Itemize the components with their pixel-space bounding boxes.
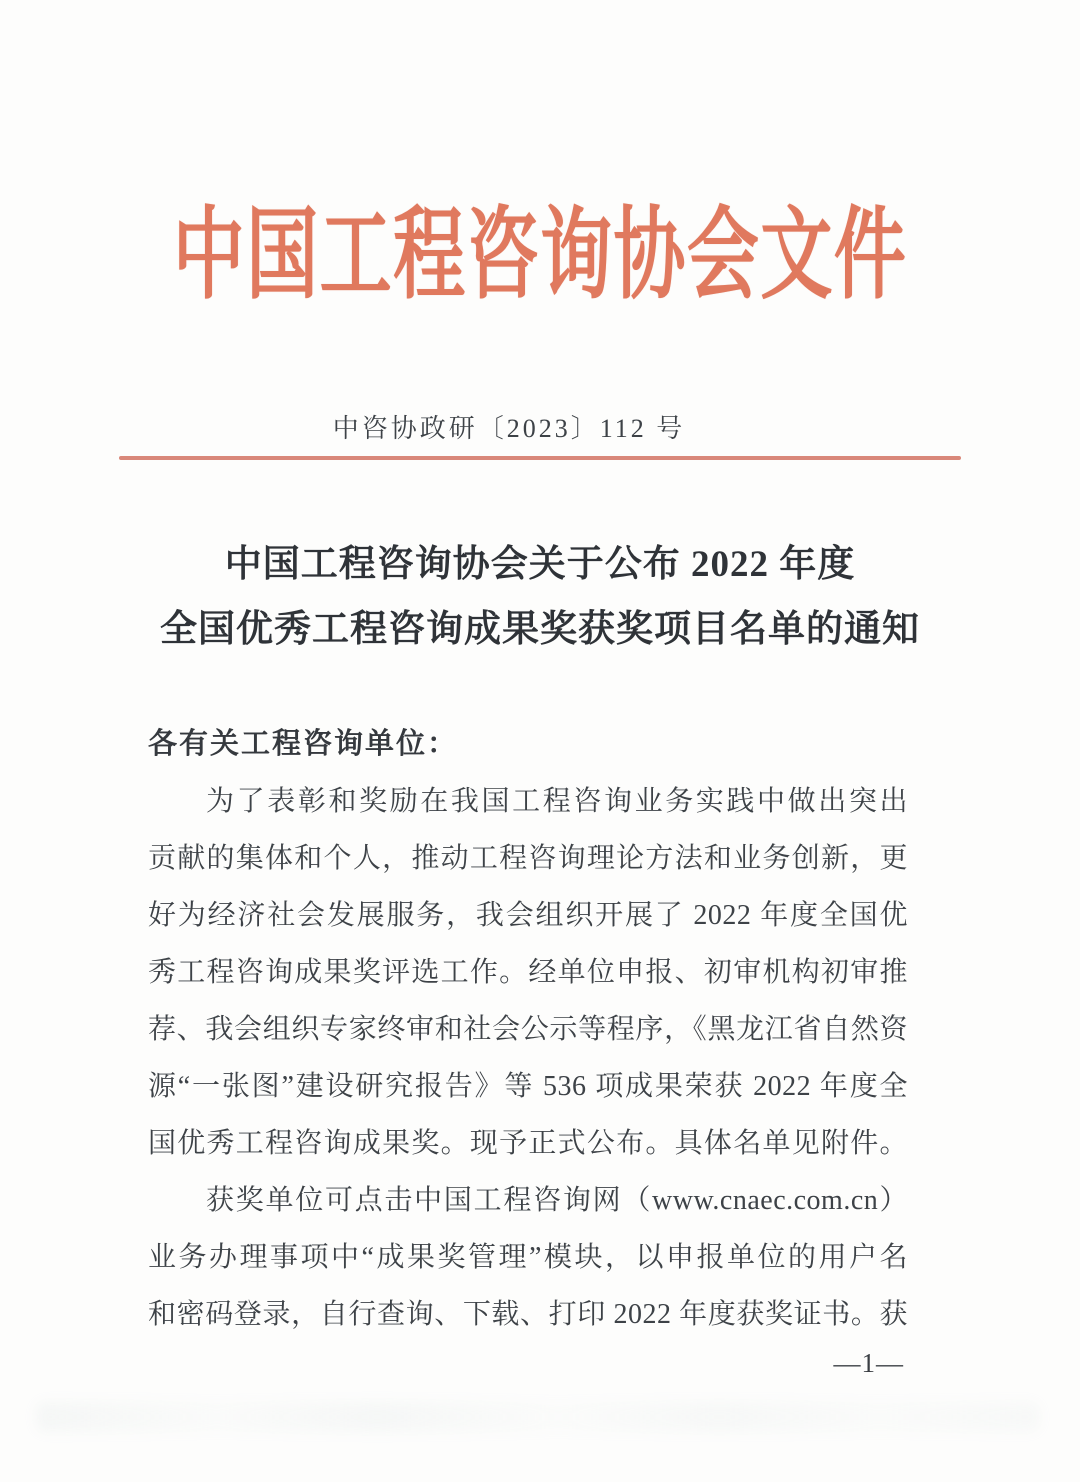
bleedthrough-artifact: [36, 1402, 1040, 1432]
body-line: 业务办理事项中“成果奖管理”模块，以申报单位的用户名: [148, 1242, 908, 1273]
body-line: 源“一张图”建设研究报告》等 536 项成果荣获 2022 年度全: [148, 1071, 908, 1102]
body-line: 和密码登录，自行查询、下载、打印 2022 年度获奖证书。获: [148, 1299, 908, 1330]
notice-body: [148, 716, 908, 1343]
notice-title-line-2: 全国优秀工程咨询成果奖获奖项目名单的通知: [160, 609, 920, 650]
document-number: 中咨协政研〔2023〕112 号: [332, 414, 686, 443]
letterhead: [0, 198, 1080, 342]
body-line: 好为经济社会发展服务，我会组织开展了 2022 年度全国优: [148, 900, 908, 931]
body-line: 贡献的集体和个人，推动工程咨询理论方法和业务创新，更: [148, 843, 908, 874]
notice-title: [60, 532, 1020, 662]
body-line: 国优秀工程咨询成果奖。现予正式公布。具体名单见附件。: [148, 1128, 908, 1159]
salutation: 各有关工程咨询单位：: [148, 728, 459, 760]
page-number: —1—: [833, 1348, 904, 1378]
letterhead-divider-rule: [119, 456, 961, 460]
body-line: 秀工程咨询成果奖评选工作。经单位申报、初审机构初审推: [148, 957, 908, 988]
body-line: 为了表彰和奖励在我国工程咨询业务实践中做出突出: [206, 786, 908, 817]
letterhead-title: 中国工程咨询协会文件: [172, 200, 908, 311]
body-line: 荐、我会组织专家终审和社会公示等程序，《黑龙江省自然资: [148, 1014, 908, 1045]
body-line: 获奖单位可点击中国工程咨询网（www.cnaec.com.cn）: [206, 1185, 908, 1216]
notice-title-line-1: 中国工程咨询协会关于公布 2022 年度: [224, 544, 856, 585]
